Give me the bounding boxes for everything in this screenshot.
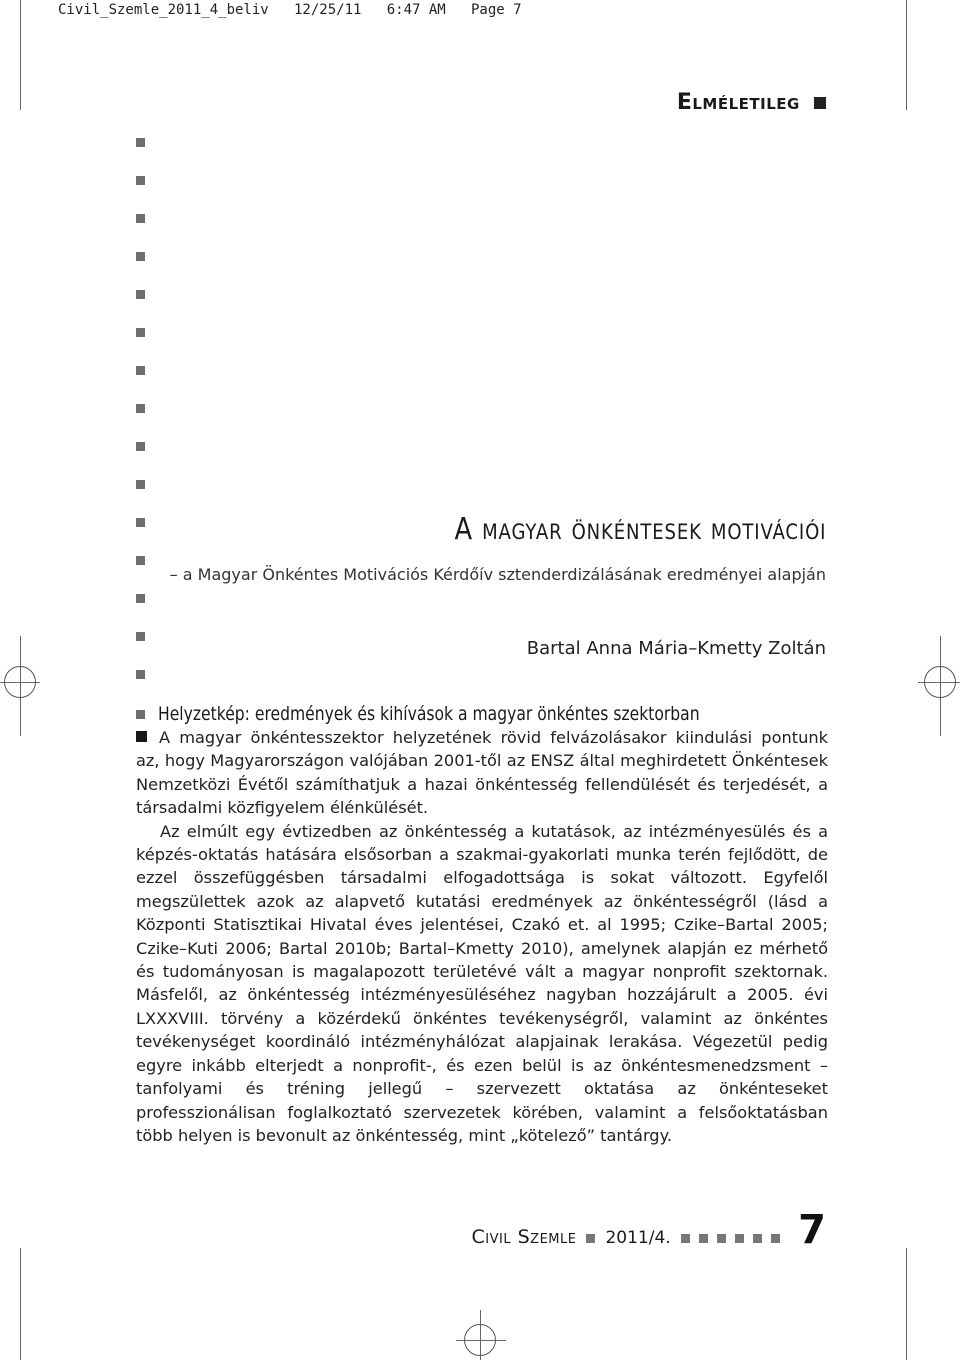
paragraph-lead-square: [136, 731, 147, 742]
article-title: A magyar önkéntesek motivációi: [454, 512, 826, 547]
page-footer: [471, 1207, 827, 1253]
margin-square: [136, 710, 145, 719]
crop-line-left-bottom: [20, 1248, 21, 1360]
article-subtitle: – a Magyar Önkéntes Motivációs Kérdőív sztenderdizálásának eredményei alapján: [169, 565, 826, 584]
footer-square: [735, 1234, 744, 1243]
footer-square: [717, 1234, 726, 1243]
margin-square: [136, 290, 145, 299]
footer-square: [586, 1234, 595, 1243]
section-heading: Helyzetkép: eredmények és kihívások a magyar önkéntes szektorban: [158, 703, 700, 725]
footer-square: [699, 1234, 708, 1243]
margin-square: [136, 252, 145, 261]
registration-circle-left: [4, 666, 36, 698]
margin-square: [136, 404, 145, 413]
paragraph-text: A magyar önkéntesszektor helyzetének rövid felvázolásakor kiindulási pontunk az, hogy Magyarországon valójában 2001-től az ENSZ által meghirdetett Önkéntesek Nemzetközi Évétől számíthatjuk a hazai önkéntesség fellendülését és terjedését, a társadalmi közfigyelem élénkülését.: [136, 728, 828, 818]
paragraph: [136, 726, 828, 820]
margin-square: [136, 670, 145, 679]
article-body: [136, 726, 828, 1147]
issue-number: 2011/4.: [605, 1228, 671, 1248]
footer-square: [771, 1234, 780, 1243]
footer-square: [681, 1234, 690, 1243]
paragraph: Az elmúlt egy évtizedben az önkéntesség a kutatások, az intézményesülés és a képzés-oktatás hatására elsősorban a szakmai-gyakorlati munka terén fejlődött, de ezzel összefüggésben társadalmi elfogadottsága is sokat változott. Egyfelől megszülettek azok az alapvető kutatási eredmények az önkéntességről (lásd a Központi Statisztikai Hivatal éves jelentései, Czakó et. al 1995; Czike–Bartal 2005; Czike–Kuti 2006; Bartal 2010b; Bartal–Kmetty 2010), amelynek alapján ez mérhető és tudományosan is magalapozott területévé vált a magyar nonprofit szektornak. Másfelől, az önkéntesség intézményesüléséhez nagyban hozzájárult a 2005. évi LXXXVIII. törvény a közérdekű önkéntes tevékenységről, valamint az önkéntes tevékenységet koordináló intézményhálózat alapjainak lerakása. Végezetül pedig egyre inkább elterjedt a nonprofit-, és ezen belül is az önkéntesmenedzsment – tanfolyami és tréning jellegű – szervezett oktatása az önkénteseket professzionálisan foglalkoztató szervezetek körében, valamint a felsőoktatásban több helyen is bevonult az önkéntesség, mint „kötelező” tantárgy.: [136, 821, 828, 1145]
journal-name: Civil Szemle: [471, 1226, 577, 1248]
print-slug-line: Civil_Szemle_2011_4_beliv 12/25/11 6:47 AM Page 7: [58, 2, 522, 18]
page-number: 7: [798, 1207, 826, 1253]
registration-circle-bottom: [464, 1324, 496, 1356]
section-label: [677, 90, 826, 115]
crop-line-left-top: [20, 0, 21, 110]
margin-square: [136, 632, 145, 641]
section-label-text: Elméletileg: [676, 90, 800, 115]
margin-square: [136, 328, 145, 337]
registration-circle-right: [924, 666, 956, 698]
margin-square: [136, 442, 145, 451]
margin-square: [136, 214, 145, 223]
margin-square: [136, 556, 145, 565]
footer-square-row: [679, 1228, 782, 1247]
section-label-square: [814, 97, 826, 109]
margin-square: [136, 366, 145, 375]
article-authors: Bartal Anna Mária–Kmetty Zoltán: [526, 638, 826, 659]
footer-square: [753, 1234, 762, 1243]
margin-square: [136, 518, 145, 527]
crop-line-right-top: [906, 0, 907, 110]
crop-line-right-bottom: [906, 1248, 907, 1360]
margin-square: [136, 176, 145, 185]
margin-square: [136, 138, 145, 147]
margin-square: [136, 480, 145, 489]
margin-square: [136, 594, 145, 603]
